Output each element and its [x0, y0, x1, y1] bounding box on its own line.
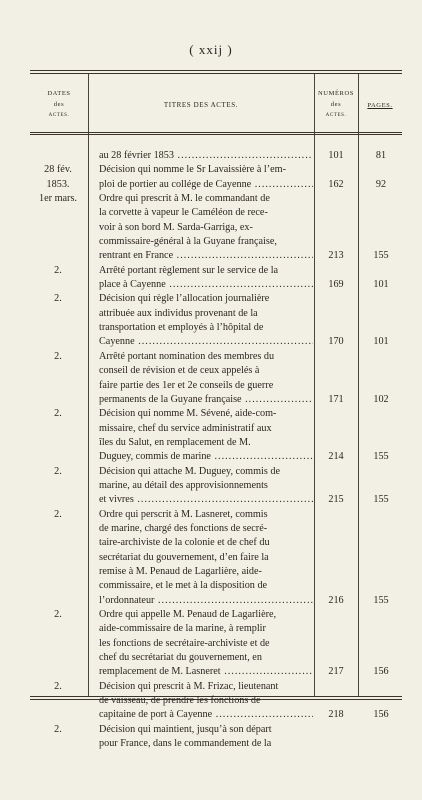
entry-date — [30, 350, 86, 364]
header-dates — [30, 88, 88, 121]
entry-title — [99, 264, 313, 293]
entry-date — [30, 680, 86, 694]
index-table — [30, 70, 402, 750]
entry-numero: 217 — [328, 666, 344, 678]
entry-date-line: 2. — [54, 293, 62, 305]
entry-title-line: missaire, chef du service administratif aux — [99, 422, 272, 434]
entry-date — [30, 465, 86, 479]
header-dates-line: ACTES. — [48, 113, 70, 118]
page-number: ( xxij ) — [189, 42, 233, 57]
entry-title — [99, 192, 313, 264]
header-numeros-line: NUMÉROS — [318, 90, 354, 97]
entry-title-line: transportation et employés à l’hôpital de — [99, 322, 264, 334]
header-pages: PAGES. — [367, 102, 393, 109]
entry-date — [30, 723, 86, 737]
table-row — [30, 608, 402, 680]
table-row — [30, 149, 402, 163]
entry-title — [99, 608, 313, 680]
entry-title-line: Décision qui prescrit à M. Frizac, lieutenant — [99, 680, 279, 692]
entry-page: 81 — [375, 150, 387, 161]
entry-date-line: 2. — [54, 465, 62, 477]
entry-numero: 162 — [328, 178, 344, 190]
entry-title-line: attribuée aux individus provenant de la — [99, 307, 258, 319]
entry-title — [99, 292, 313, 349]
entry-date-line: 1er mars. — [39, 193, 77, 205]
entry-title-line: Ordre qui prescrit à M. le commandant de — [99, 193, 270, 205]
entry-title-line: Arrêté portant nomination des membres du — [99, 350, 275, 362]
entry-title-line: aide-commissaire de la marine, à remplir — [99, 623, 266, 635]
entry-title-line: voir à son bord M. Sarda-Garriga, ex- — [99, 221, 253, 233]
entry-date-line: 2. — [54, 408, 62, 420]
entry-title — [99, 465, 313, 508]
table-row — [30, 292, 402, 349]
header-numeros-line: des — [330, 101, 342, 108]
entry-title-line: Ordre qui appelle M. Penaud de Lagarlière, — [99, 609, 277, 620]
entry-title-line: marine, au détail des approvisionnements — [99, 479, 268, 491]
entry-title-line: place à Cayenne ..... — [99, 278, 313, 292]
entry-title-line: remplacement de M. Lasneret ..... — [99, 665, 313, 679]
entry-title-line: Cayenne ..... — [99, 335, 313, 349]
table-row — [30, 680, 402, 723]
entry-numero: 215 — [328, 494, 344, 506]
table-row — [30, 508, 402, 608]
table-header — [30, 74, 402, 132]
table-row — [30, 407, 402, 464]
entry-title-line: de marine, chargé des fonctions de secré- — [99, 522, 268, 534]
table-row — [30, 465, 402, 508]
entry-title — [99, 350, 313, 407]
entry-title-line: pour France, dans le commandement de la — [99, 738, 272, 750]
table-row — [30, 163, 402, 192]
header-dates-line: DATES — [47, 90, 71, 97]
entry-title-line: au 28 février 1853 ..... — [99, 149, 313, 163]
entry-page: 155 — [373, 494, 389, 506]
header-rule — [30, 132, 402, 135]
entry-date-line: 2. — [54, 680, 62, 692]
entry-numero: 214 — [328, 451, 344, 463]
entry-title-line: capitaine de port à Cayenne ..... — [99, 708, 313, 722]
entry-title — [99, 680, 313, 723]
entry-title-line: Décision qui maintient, jusqu’à son départ — [99, 723, 272, 735]
entry-title-line: commissaire, et le met à la disposition de — [99, 580, 268, 592]
entry-title — [99, 163, 313, 192]
entry-date — [30, 608, 86, 622]
entry-title-line: remise à M. Penaud de Lagarlière, aide- — [99, 565, 262, 577]
entry-title-line: la corvette à vapeur le Caméléon de rece- — [99, 207, 268, 219]
entry-date — [30, 407, 86, 421]
entry-title — [99, 723, 313, 752]
entry-date-line: 2. — [54, 264, 62, 276]
header-numeros — [314, 88, 358, 121]
entry-title-line: Duguey, commis de marine ..... — [99, 450, 313, 464]
header-numeros-line: ACTES. — [325, 113, 347, 118]
entry-numero: 218 — [328, 709, 344, 721]
entry-title-line: conseil de révision et de ceux appelés à — [99, 365, 260, 377]
entry-page: 92 — [375, 178, 387, 190]
entry-title-line: Décision qui nomme M. Sévené, aide-com- — [99, 408, 277, 420]
entry-page: 156 — [373, 709, 389, 721]
entry-title-line: secrétariat du gouvernement, d’en faire la — [99, 551, 269, 563]
entry-title-line: chef du secrétariat du gouvernement, en — [99, 652, 262, 664]
entry-page: 156 — [373, 666, 389, 678]
entry-date — [30, 264, 86, 278]
entry-title-line: les fonctions de secrétaire-archiviste et de — [99, 637, 270, 649]
entry-date-line: 28 fév. — [44, 164, 72, 176]
entry-title — [99, 149, 313, 163]
entry-numero: 213 — [328, 250, 344, 262]
entry-title-line: Décision qui nomme le Sr Lavaissière à l’em- — [99, 164, 286, 176]
entry-page: 102 — [373, 393, 389, 405]
entry-date-line: 2. — [54, 723, 62, 735]
table-row — [30, 723, 402, 752]
entry-date — [30, 292, 86, 306]
header-titles: TITRES DES ACTES. — [163, 101, 239, 109]
entry-title-line: Ordre qui perscrit à M. Lasneret, commis — [99, 508, 268, 520]
entry-title — [99, 407, 313, 464]
entry-date — [30, 508, 86, 522]
entry-title-line: faire partie des 1er et 2e conseils de guerre — [99, 379, 274, 391]
entry-title-line: ploi de portier au collége de Cayenne ..... — [99, 178, 313, 192]
entry-date-line: 2. — [54, 508, 62, 520]
entry-date-line: 2. — [54, 609, 62, 620]
entry-title-line: rentrant en France ..... — [99, 249, 313, 263]
entry-page: 155 — [373, 594, 389, 606]
entry-numero: 169 — [328, 279, 344, 291]
entries-list — [30, 149, 402, 751]
entry-title-line: de vaisseau, de prendre les fonctions de — [99, 695, 261, 707]
entry-title-line: taire-archiviste de la colonie et de chef du — [99, 537, 270, 549]
entry-numero: 101 — [328, 150, 344, 161]
entry-date-line: 2. — [54, 350, 62, 362]
entry-title — [99, 508, 313, 608]
entry-title-line: et vivres ..... — [99, 493, 313, 507]
entry-page: 101 — [373, 336, 389, 348]
header-dates-line: des — [53, 101, 65, 108]
entry-title-line: Décision qui règle l’allocation journalière — [99, 293, 270, 305]
entry-title-line: îles du Salut, en remplacement de M. — [99, 436, 251, 448]
entry-title-line: permanents de la Guyane française ..... — [99, 393, 313, 407]
entry-title-line: l’ordonnateur ..... — [99, 594, 313, 608]
entry-page: 155 — [373, 451, 389, 463]
entry-date-line: 1853. — [46, 178, 70, 190]
entry-title-line: Décision qui attache M. Duguey, commis de — [99, 465, 280, 477]
entry-date — [30, 163, 86, 192]
entry-numero: 216 — [328, 594, 344, 606]
entry-date — [30, 192, 86, 206]
entry-title-line: commissaire-général à la Guyane française, — [99, 236, 277, 248]
table-row — [30, 264, 402, 293]
entry-numero: 170 — [328, 336, 344, 348]
entry-numero: 171 — [328, 393, 344, 405]
entry-page: 155 — [373, 250, 389, 262]
entry-title-line: Arrêté portant règlement sur le service de la — [99, 264, 279, 276]
table-row — [30, 350, 402, 407]
table-row — [30, 192, 402, 264]
entry-page: 101 — [373, 279, 389, 291]
